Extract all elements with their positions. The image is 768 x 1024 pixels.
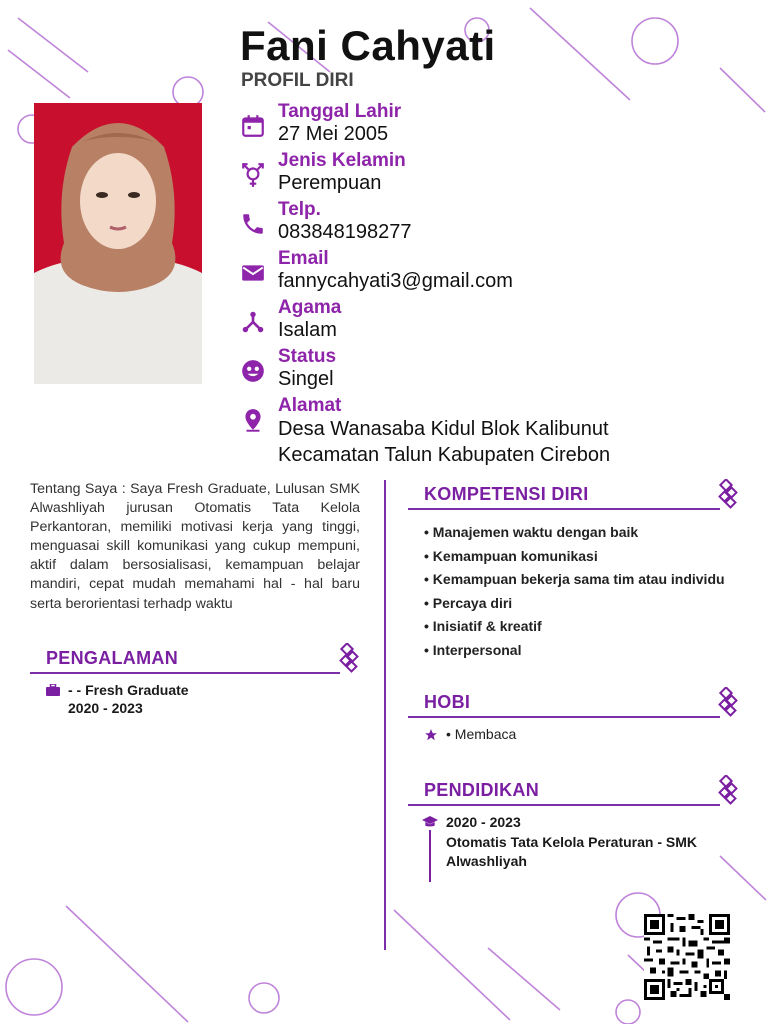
experience-period: 2020 - 2023 [68,700,143,716]
graduation-cap-icon [422,816,438,828]
star-icon [424,728,438,742]
profile-label: Jenis Kelamin [278,150,406,171]
email-icon [240,260,266,286]
profile-value [278,416,610,468]
phone-icon [240,211,266,237]
profile-label: Alamat [278,395,342,416]
competence-list [424,524,725,665]
list-item: • Percaya diri [424,594,513,611]
location-pin-icon [240,407,266,433]
qr-code[interactable] [642,914,732,1000]
competence-title: KOMPETENSI DIRI [424,484,589,504]
hobby-title: HOBI [424,692,471,712]
list-item: • Manajemen waktu dengan baik [424,524,639,540]
profile-gender [240,150,750,199]
education-timeline [429,830,431,882]
about-me-text: Tentang Saya : Saya Fresh Graduate, Lulusan SMK Alwashliyah jurusan Otomatis Tata Kelola Perkantoran, memiliki motivasi kerja yang tinggi, menguasai skill komunikasi yang cukup mempuni, aktif dalam bersosialisasi, kemampuan belajar mandiri, cepat mudah memahami hal - hal baru serta berorientasi terhadp waktu [30,481,360,612]
profile-status [240,346,750,395]
profile-value: Isalam [278,319,337,341]
education-school: Otomatis Tata Kelola Peraturan - SMK Alwashliyah [446,834,698,869]
profile-value: fannycahyati3@gmail.com [278,270,513,292]
profile-photo [34,103,202,384]
hobby-underline [408,716,720,718]
profile-birthdate [240,101,750,150]
experience-title: PENGALAMAN [46,648,178,668]
ornament-icon [337,643,361,673]
profile-email [240,248,750,297]
address-line-1: Desa Wanasaba Kidul Blok Kalibunut [278,418,609,440]
list-item: • Interpersonal [424,641,522,658]
list-item: • Inisiatif & kreatif [424,618,542,634]
profile-value: Singel [278,368,334,390]
profile-religion [240,297,750,346]
column-divider [384,480,386,950]
hobby-item: • Membaca [446,726,517,742]
ornament-icon [716,775,740,805]
ornament-icon [716,479,740,509]
profile-info [240,101,750,466]
education-underline [408,804,720,806]
gender-icon [240,162,266,188]
education-title: PENDIDIKAN [424,780,540,800]
profile-phone [240,199,750,248]
profile-address [240,395,750,466]
person-name: Fani Cahyati [240,22,496,69]
profile-value: Perempuan [278,172,382,194]
list-item: • Kemampuan komunikasi [424,547,598,564]
section-subtitle: PROFIL DIRI [241,70,354,91]
profile-label: Status [278,346,337,367]
calendar-icon [240,113,266,139]
profile-label: Agama [278,297,342,318]
face-icon [240,358,266,384]
competence-underline [408,508,720,510]
profile-label: Email [278,248,329,269]
ornament-icon [716,687,740,717]
profile-value: 083848198277 [278,221,412,243]
experience-underline [30,672,340,674]
address-line-2: Kecamatan Talun Kabupaten Cirebon [278,444,611,466]
profile-value: 27 Mei 2005 [278,123,389,145]
experience-role: - - Fresh Graduate [68,682,189,698]
profile-label: Tanggal Lahir [278,101,402,122]
briefcase-icon [46,684,60,696]
person-portrait-icon [34,103,202,384]
profile-label: Telp. [278,199,321,220]
network-icon [240,309,266,335]
list-item: • Kemampuan bekerja sama tim atau individu [424,571,725,587]
education-period: 2020 - 2023 [446,814,521,830]
